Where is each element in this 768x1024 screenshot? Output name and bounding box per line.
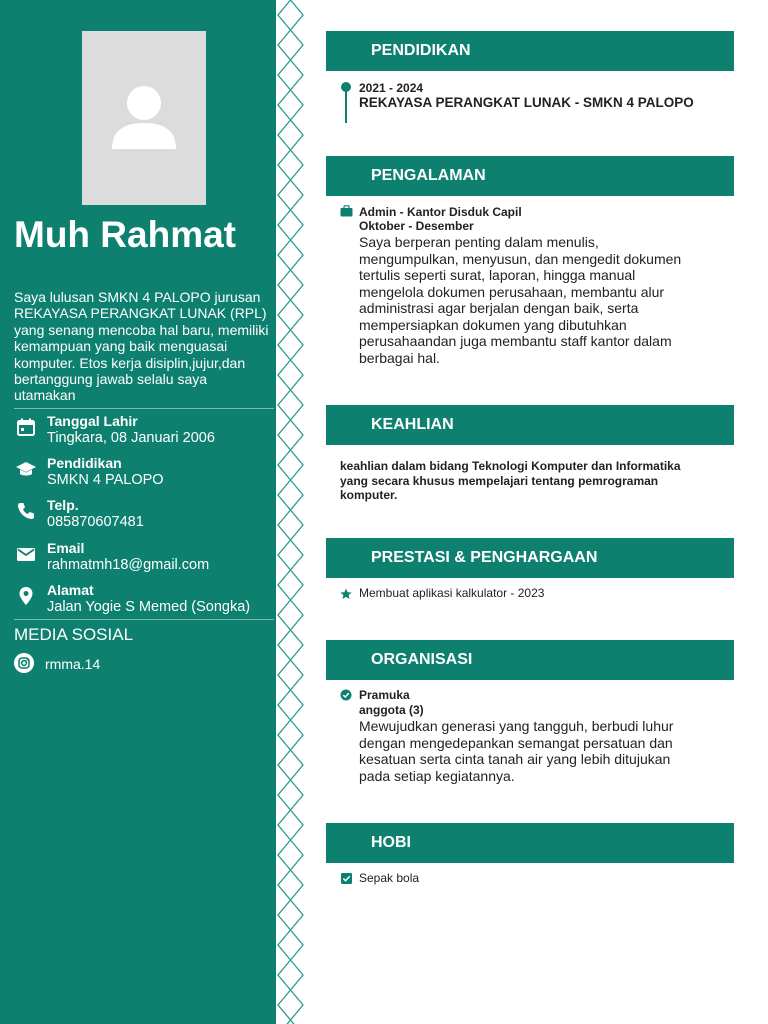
- instagram-icon: [14, 653, 34, 673]
- star-icon: [340, 588, 352, 600]
- info-value: 085870607481: [47, 514, 144, 530]
- achievement-item: Membuat aplikasi kalkulator - 2023: [359, 586, 545, 600]
- profile-about: Saya lulusan SMKN 4 PALOPO jurusan REKAYASA PERANGKAT LUNAK (RPL) yang senang mencoba hal baru, memiliki kemampuan yang baik menguasai komputer. Etos kerja disiplin,jujur,dan bertanggung jawab selalu saya utamakan: [14, 289, 269, 404]
- organization-role: anggota (3): [359, 703, 424, 717]
- education-school: REKAYASA PERANGKAT LUNAK - SMKN 4 PALOPO: [359, 95, 694, 110]
- description-line: mengelola dokumen perusahaan, membantu alur: [359, 283, 665, 300]
- description-line: berbagai hal.: [359, 349, 440, 366]
- skills-line: yang secara khusus mempelajari tentang pemrograman: [340, 473, 659, 488]
- hobby-item: Sepak bola: [359, 871, 420, 885]
- info-address: [14, 582, 276, 622]
- checkbox-icon: [341, 873, 352, 884]
- profile-photo-placeholder: [82, 31, 206, 205]
- description-line: Saya berperan penting dalam menulis,: [359, 234, 599, 250]
- section-header-skills: KEAHLIAN: [326, 405, 734, 445]
- diamond-pattern-decoration: [276, 0, 306, 1024]
- description-line: mengumpulkan, menyusun, dan mengedit dokumen: [359, 250, 682, 267]
- info-birthdate: [14, 413, 276, 453]
- info-label: Alamat: [47, 582, 94, 598]
- skills-line: komputer.: [340, 488, 398, 502]
- calendar-icon: [16, 417, 36, 437]
- info-label: Pendidikan: [47, 455, 122, 471]
- info-label: Email: [47, 540, 85, 556]
- organization-name: Pramuka: [359, 688, 410, 702]
- section-header-experience: PENGALAMAN: [326, 156, 734, 196]
- experience-period: Oktober - Desember: [359, 219, 474, 233]
- experience-description: [359, 234, 681, 366]
- info-education: [14, 455, 276, 495]
- section-header-hobbies: HOBI: [326, 823, 734, 863]
- sidebar-divider: [14, 619, 274, 620]
- info-value: SMKN 4 PALOPO: [47, 472, 164, 488]
- social-item-instagram[interactable]: [14, 653, 214, 675]
- skills-description: [340, 459, 681, 503]
- info-phone: [14, 497, 276, 537]
- description-line: pada setiap kegiatannya.: [359, 767, 515, 784]
- info-email: [14, 540, 276, 580]
- info-value: rahmatmh18@gmail.com: [47, 557, 210, 573]
- info-value: Tingkara, 08 Januari 2006: [47, 430, 215, 446]
- social-handle: rmma.14: [45, 656, 101, 672]
- timeline-marker-icon: [340, 81, 352, 123]
- section-header-organization: ORGANISASI: [326, 640, 734, 680]
- organization-description: [359, 718, 673, 784]
- graduation-cap-icon: [16, 459, 36, 479]
- description-line: mempersiapkan dokumen yang dibutuhkan: [359, 316, 627, 333]
- description-line: kesatuan serta cinta tanah air yang lebih ditujukan: [359, 751, 671, 767]
- section-header-achievements: PRESTASI & PENGHARGAAN: [326, 538, 734, 578]
- mail-icon: [16, 544, 36, 564]
- briefcase-icon: [340, 205, 353, 217]
- location-pin-icon: [16, 586, 36, 606]
- user-silhouette-icon: [108, 83, 180, 151]
- description-line: perusahaandan juga membantu staff kantor dalam: [359, 333, 672, 349]
- sidebar-divider: [14, 408, 274, 409]
- info-label: Telp.: [47, 497, 79, 513]
- description-line: dengan mengedepankan semangat persatuan dan: [359, 734, 673, 751]
- phone-icon: [16, 501, 36, 521]
- experience-role: Admin - Kantor Disduk Capil: [359, 205, 522, 219]
- description-line: administrasi agar berjalan dengan baik, serta: [359, 300, 639, 316]
- description-line: Mewujudkan generasi yang tangguh, berbudi luhur: [359, 718, 674, 734]
- section-header-education: PENDIDIKAN: [326, 31, 734, 71]
- education-years: 2021 - 2024: [359, 81, 424, 95]
- info-label: Tanggal Lahir: [47, 413, 138, 429]
- sidebar: [0, 0, 276, 1024]
- skills-line: keahlian dalam bidang Teknologi Komputer dan Informatika: [340, 459, 681, 473]
- info-value: Jalan Yogie S Memed (Songka): [47, 599, 251, 615]
- check-circle-icon: [340, 689, 352, 701]
- social-media-title: MEDIA SOSIAL: [14, 625, 134, 644]
- description-line: tertulis seperti surat, laporan, hingga manual: [359, 267, 636, 283]
- profile-name: Muh Rahmat: [14, 214, 236, 255]
